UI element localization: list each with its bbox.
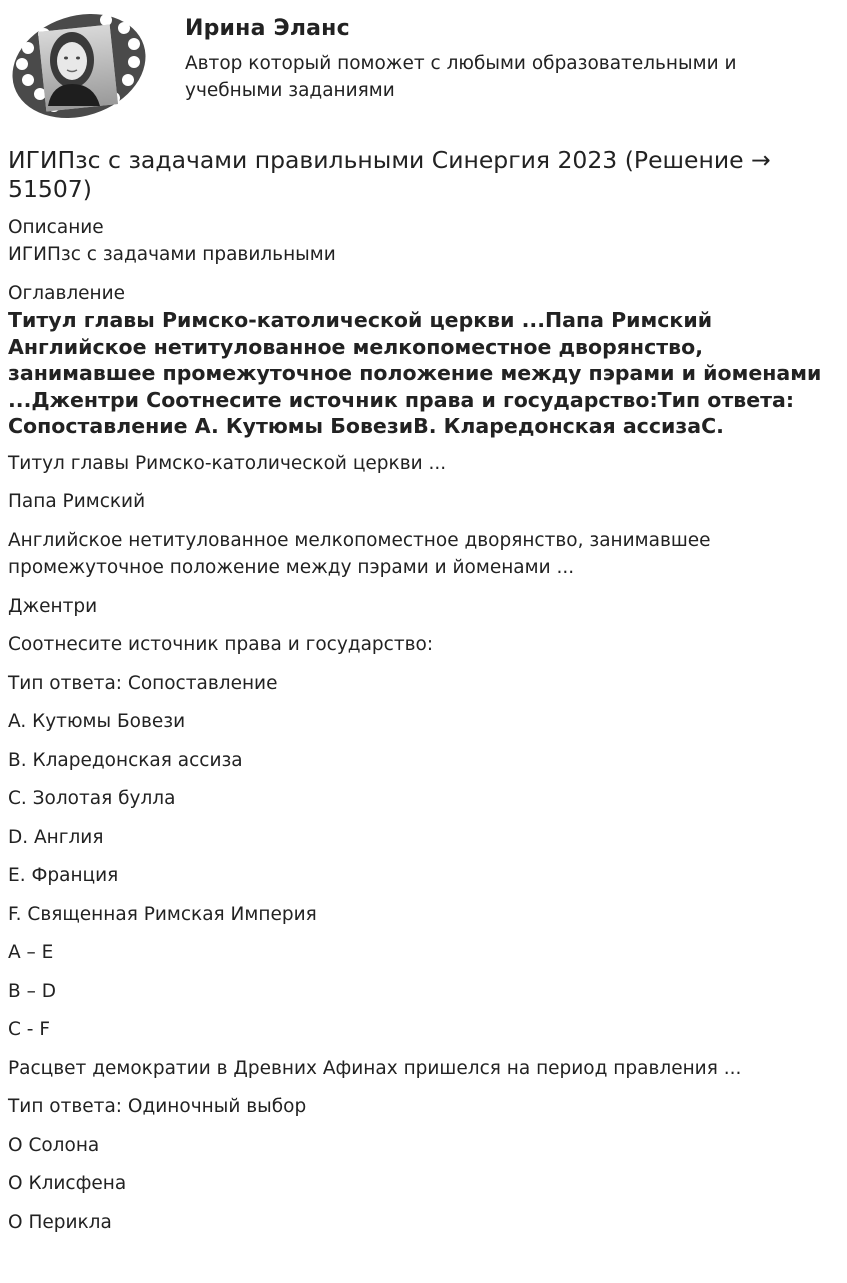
body-line: A – E [8, 942, 54, 963]
description-text: ИГИПзс с задачами правильными [8, 244, 336, 265]
body-line: Папа Римский [8, 491, 146, 512]
body-line: F. Священная Римская Империя [8, 903, 317, 925]
author-photo-icon [8, 6, 150, 126]
body-line: C - F [8, 1019, 50, 1040]
main-content [8, 146, 823, 1247]
description-label: Описание [8, 217, 104, 238]
body-line: Соотнесите источник права и государство: [8, 634, 434, 655]
toc-label: Оглавление [8, 283, 126, 304]
toc-heading: Титул главы Римско-католической церкви ...Папа Римский Английское нетитулованное мелкопоместное дворянство, занимавшее промежуточное положение между пэрами и йоменами ...Джентри Соотнесите источник права и государство:Тип ответа: Сопоставление A. Кутюмы БовезиB. Кларедонская ассизаC. [8, 308, 822, 438]
body-line: A. Кутюмы Бовези [8, 711, 186, 732]
author-name[interactable]: Ирина Эланс [185, 16, 350, 41]
body-line: O Клисфена [8, 1173, 127, 1194]
body-line: B. Кларедонская ассиза [8, 749, 243, 771]
body-line: D. Англия [8, 826, 104, 848]
body-line: B – D [8, 980, 56, 1002]
body-line: O Солона [8, 1134, 100, 1156]
page-title: ИГИПзс с задачами правильными Синергия 2023 (Решение → 51507) [8, 146, 771, 203]
body-line: Титул главы Римско-католической церкви ... [8, 452, 447, 474]
body-line: Тип ответа: Одиночный выбор [8, 1096, 307, 1117]
body-text [8, 450, 823, 1237]
body-line: O Перикла [8, 1211, 112, 1233]
body-line: Джентри [8, 595, 98, 617]
body-line: Расцвет демократии в Древних Афинах пришелся на период правления ... [8, 1057, 742, 1079]
body-line: C. Золотая булла [8, 788, 176, 809]
body-line: Тип ответа: Сопоставление [8, 672, 278, 694]
body-line: Английское нетитулованное мелкопоместное дворянство, занимавшее промежуточное положение между пэрами и йоменами ... [8, 529, 711, 578]
body-line: E. Франция [8, 865, 119, 886]
author-description: Автор который поможет с любыми образовательными и учебными заданиями [185, 53, 737, 101]
author-block [8, 6, 838, 126]
author-avatar[interactable] [8, 6, 150, 126]
